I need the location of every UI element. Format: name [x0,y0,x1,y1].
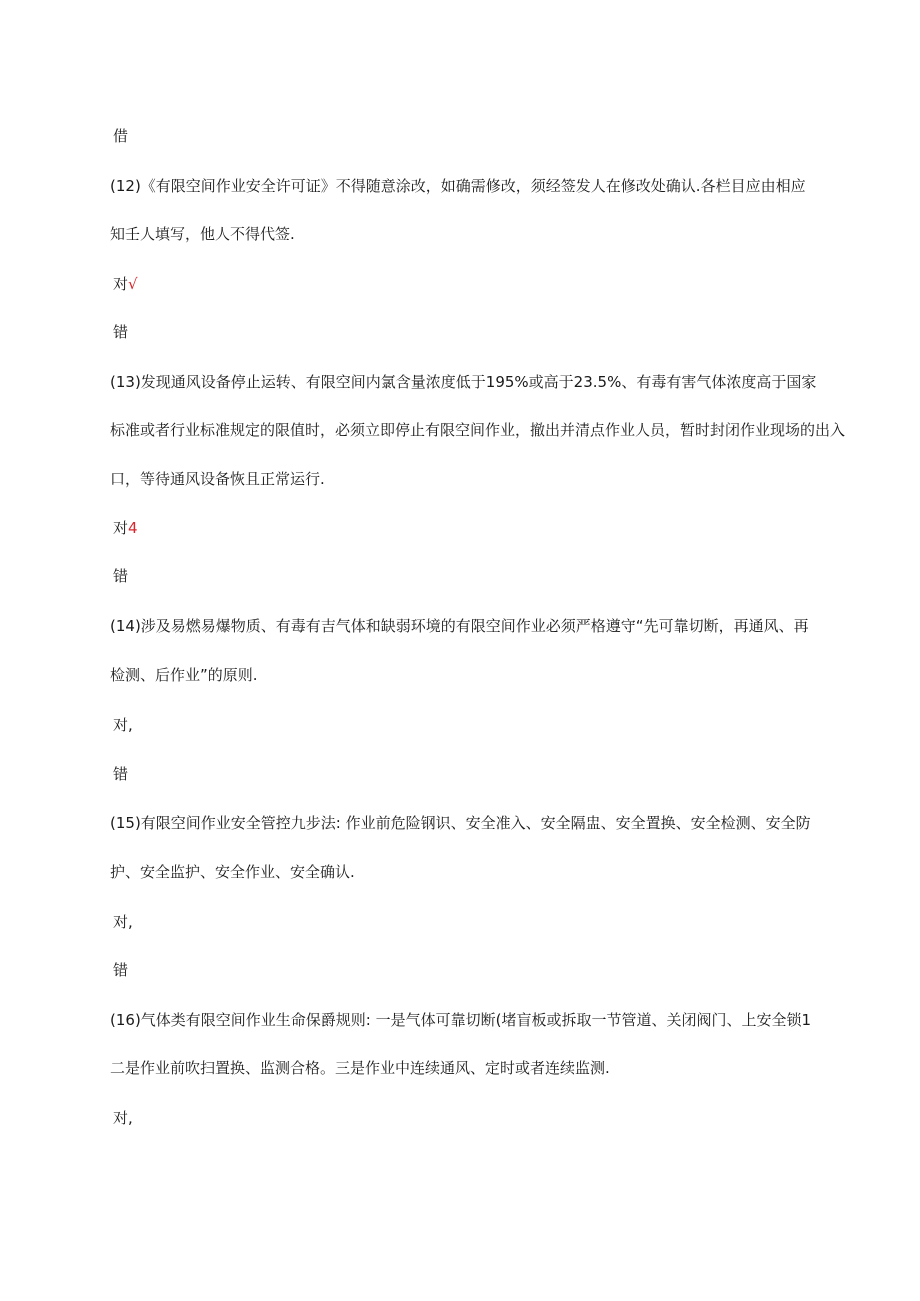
question-text: 知壬人填写，他人不得代签. [110,225,295,243]
option-text: 对 [113,275,129,293]
question-16-line-1 [110,1010,811,1030]
option-wrong [113,566,128,586]
question-15-line-2 [110,862,355,882]
option-correct [113,715,133,735]
option-correct [113,274,138,294]
question-16-line-2 [110,1058,610,1078]
option-correct [113,518,138,538]
option-text: 错 [113,765,129,783]
question-text: 二是作业前吹扫置换、监测合格。三是作业中连续通风、定时或者连续监测. [110,1059,610,1077]
option-text: 对, [113,913,133,931]
question-text: 口，等待通风设备恢且正常运行. [110,470,325,488]
option-correct [113,912,133,932]
option-text: 借 [113,127,129,145]
question-text: 检测、后作业”的原则. [110,666,258,684]
option-wrong [113,960,128,980]
question-text: (16)气体类有限空间作业生命保爵规则: 一是气体可靠切断(堵盲板或拆取一节管道、关闭阀门、上安全锁1 [110,1011,812,1029]
option-text: 对, [113,1109,133,1127]
answer-mark: 4 [128,519,138,537]
option-correct [113,1108,133,1128]
question-text: (15)有限空间作业安全管控九步法: 作业前危险钢识、安全准入、安全隔盅、安全置换、安全检测、安全防 [110,814,811,832]
question-13-line-1 [110,372,816,392]
option-text: 错 [113,323,129,341]
option-wrong [113,764,128,784]
question-13-line-2 [110,420,845,440]
option-wrong [113,126,128,146]
option-text: 错 [113,961,129,979]
question-12-line-2 [110,224,295,244]
question-14-line-2 [110,665,258,685]
question-text: 标准或者行业标准规定的限值时，必须立即停止有限空间作业，撤出并清点作业人员，暂时封闭作业现场的出入 [110,421,846,439]
answer-mark: √ [128,275,138,293]
question-text: (13)发现通风设备停止运转、有限空间内氯含量浓度低于195%或高于23.5%、有毒有害气体浓度高于国家 [110,373,817,391]
question-12-line-1 [110,176,806,196]
question-text: (14)涉及易燃易爆物质、有毒有吉气体和缺弱环境的有限空间作业必须严格遵守“先可靠切断，再通风、再 [110,617,809,635]
option-wrong [113,322,128,342]
question-text: 护、安全监护、安全作业、安全确认. [110,863,355,881]
option-text: 错 [113,567,129,585]
option-text: 对, [113,716,133,734]
option-text: 对 [113,519,129,537]
question-text: (12)《有限空间作业安全许可证》不得随意涂改，如确需修改，须经签发人在修改处确认.各栏目应由相应 [110,177,806,195]
question-15-line-1 [110,813,811,833]
question-14-line-1 [110,616,809,636]
question-13-line-3 [110,469,325,489]
